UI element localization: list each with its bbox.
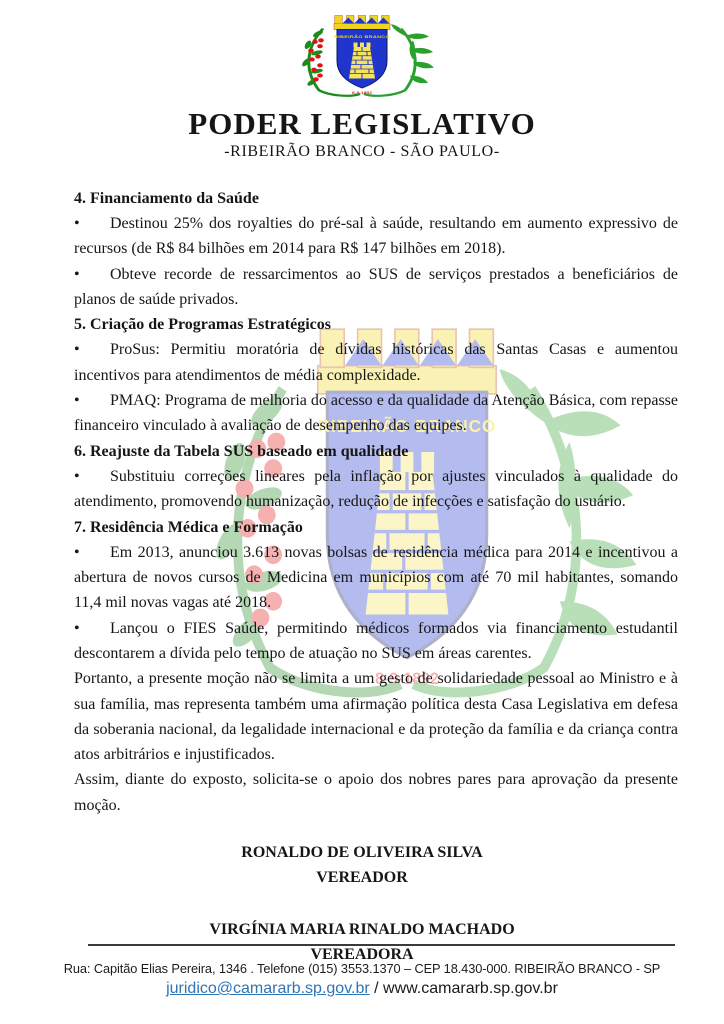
document-header — [0, 8, 724, 161]
page-title: PODER LEGISLATIVO — [188, 106, 536, 141]
page-subtitle: -RIBEIRÃO BRANCO - SÃO PAULO- — [224, 142, 500, 160]
email-link[interactable]: juridico@camararb.sp.gov.br — [166, 980, 370, 997]
bullet-marker: • — [74, 392, 80, 410]
section-heading: 7. Residência Médica e Formação — [74, 518, 303, 536]
signer-role: VEREADORA — [310, 946, 414, 964]
page-footer — [0, 944, 724, 998]
bullet-marker: • — [74, 341, 80, 359]
section-heading: 5. Criação de Programas Estratégicos — [74, 316, 331, 334]
signer-role: VEREADOR — [316, 869, 408, 887]
paragraph: • PMAQ: Programa de melhoria do acesso e da qualidade da Atenção Básica, com repasse financeiro vinculado à avaliação de desempenho das equipes. — [74, 388, 678, 439]
footer-links — [0, 980, 724, 998]
paragraph: • Em 2013, anunciou 3.613 novas bolsas de residência médica para 2014 e incentivou a abertura de novos cursos de Medicina em municípios com até 70 mil habitantes, somando 11,4 mil novas vagas até 2018. — [74, 540, 678, 616]
paragraph: • Obteve recorde de ressarcimentos ao SUS de serviços prestados a beneficiários de planos de saúde privados. — [74, 262, 678, 313]
section-heading: 4. Financiamento da Saúde — [74, 189, 259, 207]
paragraph: Portanto, a presente moção não se limita a um gesto de solidariedade pessoal ao Ministro e à sua família, mas representa também uma afirmação política desta Casa Legislativa em defesa da soberania nacional, da legalidade internacional e da proteção da família e da criança contra atos arbitrários e injustificados. — [74, 670, 678, 764]
bullet-marker: • — [74, 265, 80, 283]
footer-address: Rua: Capitão Elias Pereira, 1346 . Telefone (015) 3553.1370 – CEP 18.430-000. RIBEIRÃO BRANCO - SP — [63, 961, 661, 976]
paragraph: • ProSus: Permitiu moratória de dívidas históricas das Santas Casas e aumentou incentivos para atendimentos de média complexidade. — [74, 337, 678, 388]
document-body — [74, 186, 678, 818]
paragraph: Assim, diante do exposto, solicita-se o apoio dos nobres pares para aprovação da presente moção. — [74, 771, 678, 814]
bullet-marker: • — [74, 214, 80, 232]
footer-separator: / — [369, 980, 384, 997]
paragraph: • Lançou o FIES Saúde, permitindo médicos formados via financiamento estudantil descontarem a dívida pelo tempo de atuação no SUS em áreas carentes. — [74, 616, 678, 667]
signature-gap — [0, 890, 724, 917]
bullet-marker: • — [74, 467, 80, 485]
paragraph: • Substituiu correções lineares pela inflação por ajustes vinculados à qualidade do atendimento, promovendo humanização, redução de infecções e satisfação do usuário. — [74, 464, 678, 515]
signer-name: RONALDO DE OLIVEIRA SILVA — [241, 844, 483, 862]
signer-name: VIRGÍNIA MARIA RINALDO MACHADO — [209, 921, 515, 939]
footer-divider — [88, 944, 675, 946]
bullet-marker: • — [74, 619, 80, 637]
coat-of-arms-icon — [287, 8, 437, 105]
paragraph: • Destinou 25% dos royalties do pré-sal à saúde, resultando em aumento expressivo de recursos (de R$ 84 bilhões em 2014 para R$ 147 bilhões em 2018). — [74, 211, 678, 262]
website-text: www.camararb.sp.gov.br — [383, 980, 558, 997]
section-heading: 6. Reajuste da Tabela SUS baseado em qualidade — [74, 442, 409, 460]
bullet-marker: • — [74, 543, 80, 561]
